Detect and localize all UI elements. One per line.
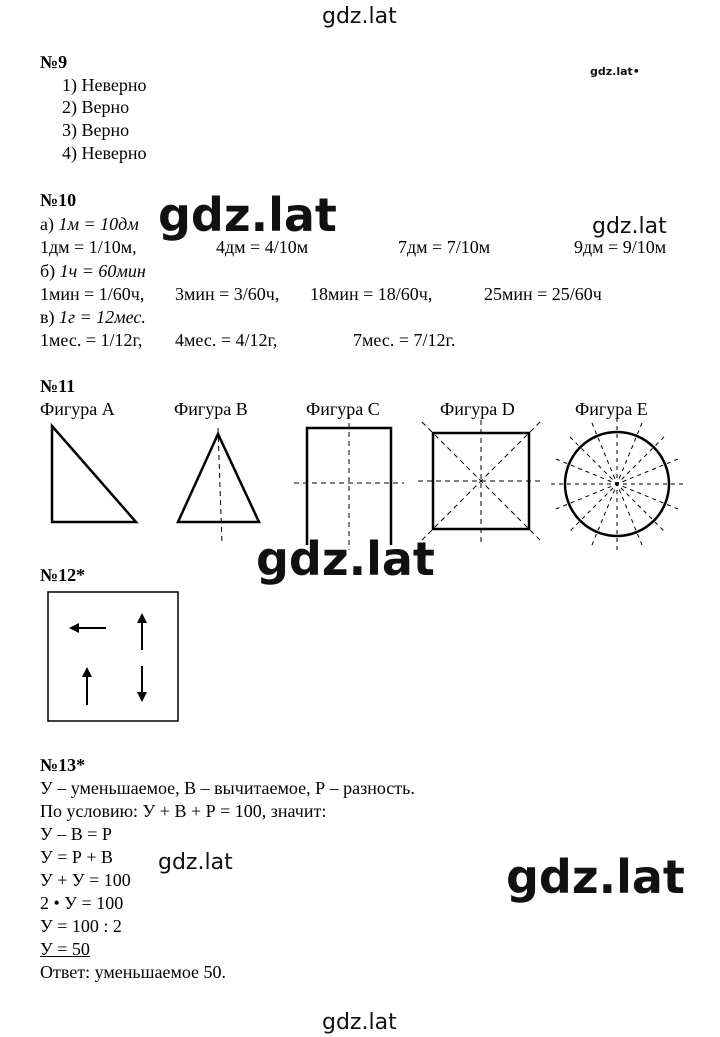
task-12-header: №12* [40,565,86,585]
task-10-header: №10 [40,190,77,210]
task-10-a-val-2: 4дм = 4/10м [216,237,309,257]
task-13-answer: Ответ: уменьшаемое 50. [40,962,227,982]
task-10-a-val-1: 1дм = 1/10м, [40,237,137,257]
task-10-b-val-4: 25мин = 25/60ч [484,284,602,304]
task-10-b-formula: 1ч = 60мин [59,261,146,281]
task-10-c-label: в) [40,307,59,327]
task-10-a-val-3: 7дм = 7/10м [398,237,491,257]
watermark-top: gdz.lat [322,4,397,29]
figure-c-square [294,414,404,550]
arrow-up-icon [137,613,147,650]
watermark-big-3: gdz.lat [506,850,685,904]
figure-a-triangle [52,426,136,522]
task-9-header: №9 [40,52,68,72]
arrow-left-icon [69,623,106,633]
watermark-big-1: gdz.lat [158,188,337,242]
task-10-c-val-1: 1мес. = 1/12г, [40,330,143,350]
task-13-line-6: 2 • У = 100 [40,893,124,913]
task-10-c-val-3: 7мес. = 7/12г. [353,330,456,350]
watermark-big-2: gdz.lat [256,532,435,586]
figure-b-label: Фигура B [174,399,248,419]
watermark-small-2: gdz.lat [158,850,233,875]
task-13-line-7: У = 100 : 2 [40,916,122,936]
task-10-a-formula: 1м = 10дм [58,214,139,234]
task-10-a-val-4: 9дм = 9/10м [574,237,667,257]
figure-c-label: Фигура C [306,399,380,419]
task-10-c-val-2: 4мес. = 4/12г, [175,330,278,350]
task-13-line-1: У – уменьшаемое, В – вычитаемое, Р – разность. [40,778,415,798]
watermark-bottom: gdz.lat [322,1010,397,1035]
task-13-line-5: У + У = 100 [40,870,131,890]
task-10-c-formula: 1г = 12мес. [59,307,146,327]
task-10-b-label: б) [40,261,60,281]
figure-a-label: Фигура A [40,399,115,419]
arrow-up-icon-2 [82,667,92,705]
task-13-header: №13* [40,755,86,775]
task-11-header: №11 [40,376,76,396]
watermark-mid: gdz.lat [592,214,667,239]
figure-d-label: Фигура D [440,399,515,419]
task-13-line-4: У = Р + В [40,847,114,867]
task-13-line-2: По условию: У + В + Р = 100, значит: [40,801,327,821]
figure-d-square [418,420,544,545]
figure-b-triangle [178,428,259,545]
task-12-box [48,592,178,721]
task-13-line-3: У – В = Р [40,824,112,844]
task-13-line-8: У = 50 [40,939,90,959]
task-9-item-3: 3) Верно [62,120,130,140]
task-9-item-2: 2) Верно [62,97,130,117]
task-10-a-label: а) [40,214,59,234]
watermark-small: gdz.lat• [590,65,640,78]
task-10-b-val-3: 18мин = 18/60ч, [310,284,433,304]
figure-e-circle [551,418,683,550]
figure-e-label: Фигура E [575,399,648,419]
task-10-b-val-2: 3мин = 3/60ч, [175,284,280,304]
arrow-down-icon [137,666,147,702]
task-9-item-1: 1) Неверно [62,75,147,95]
task-10-b-val-1: 1мин = 1/60ч, [40,284,145,304]
task-9-item-4: 4) Неверно [62,143,147,163]
